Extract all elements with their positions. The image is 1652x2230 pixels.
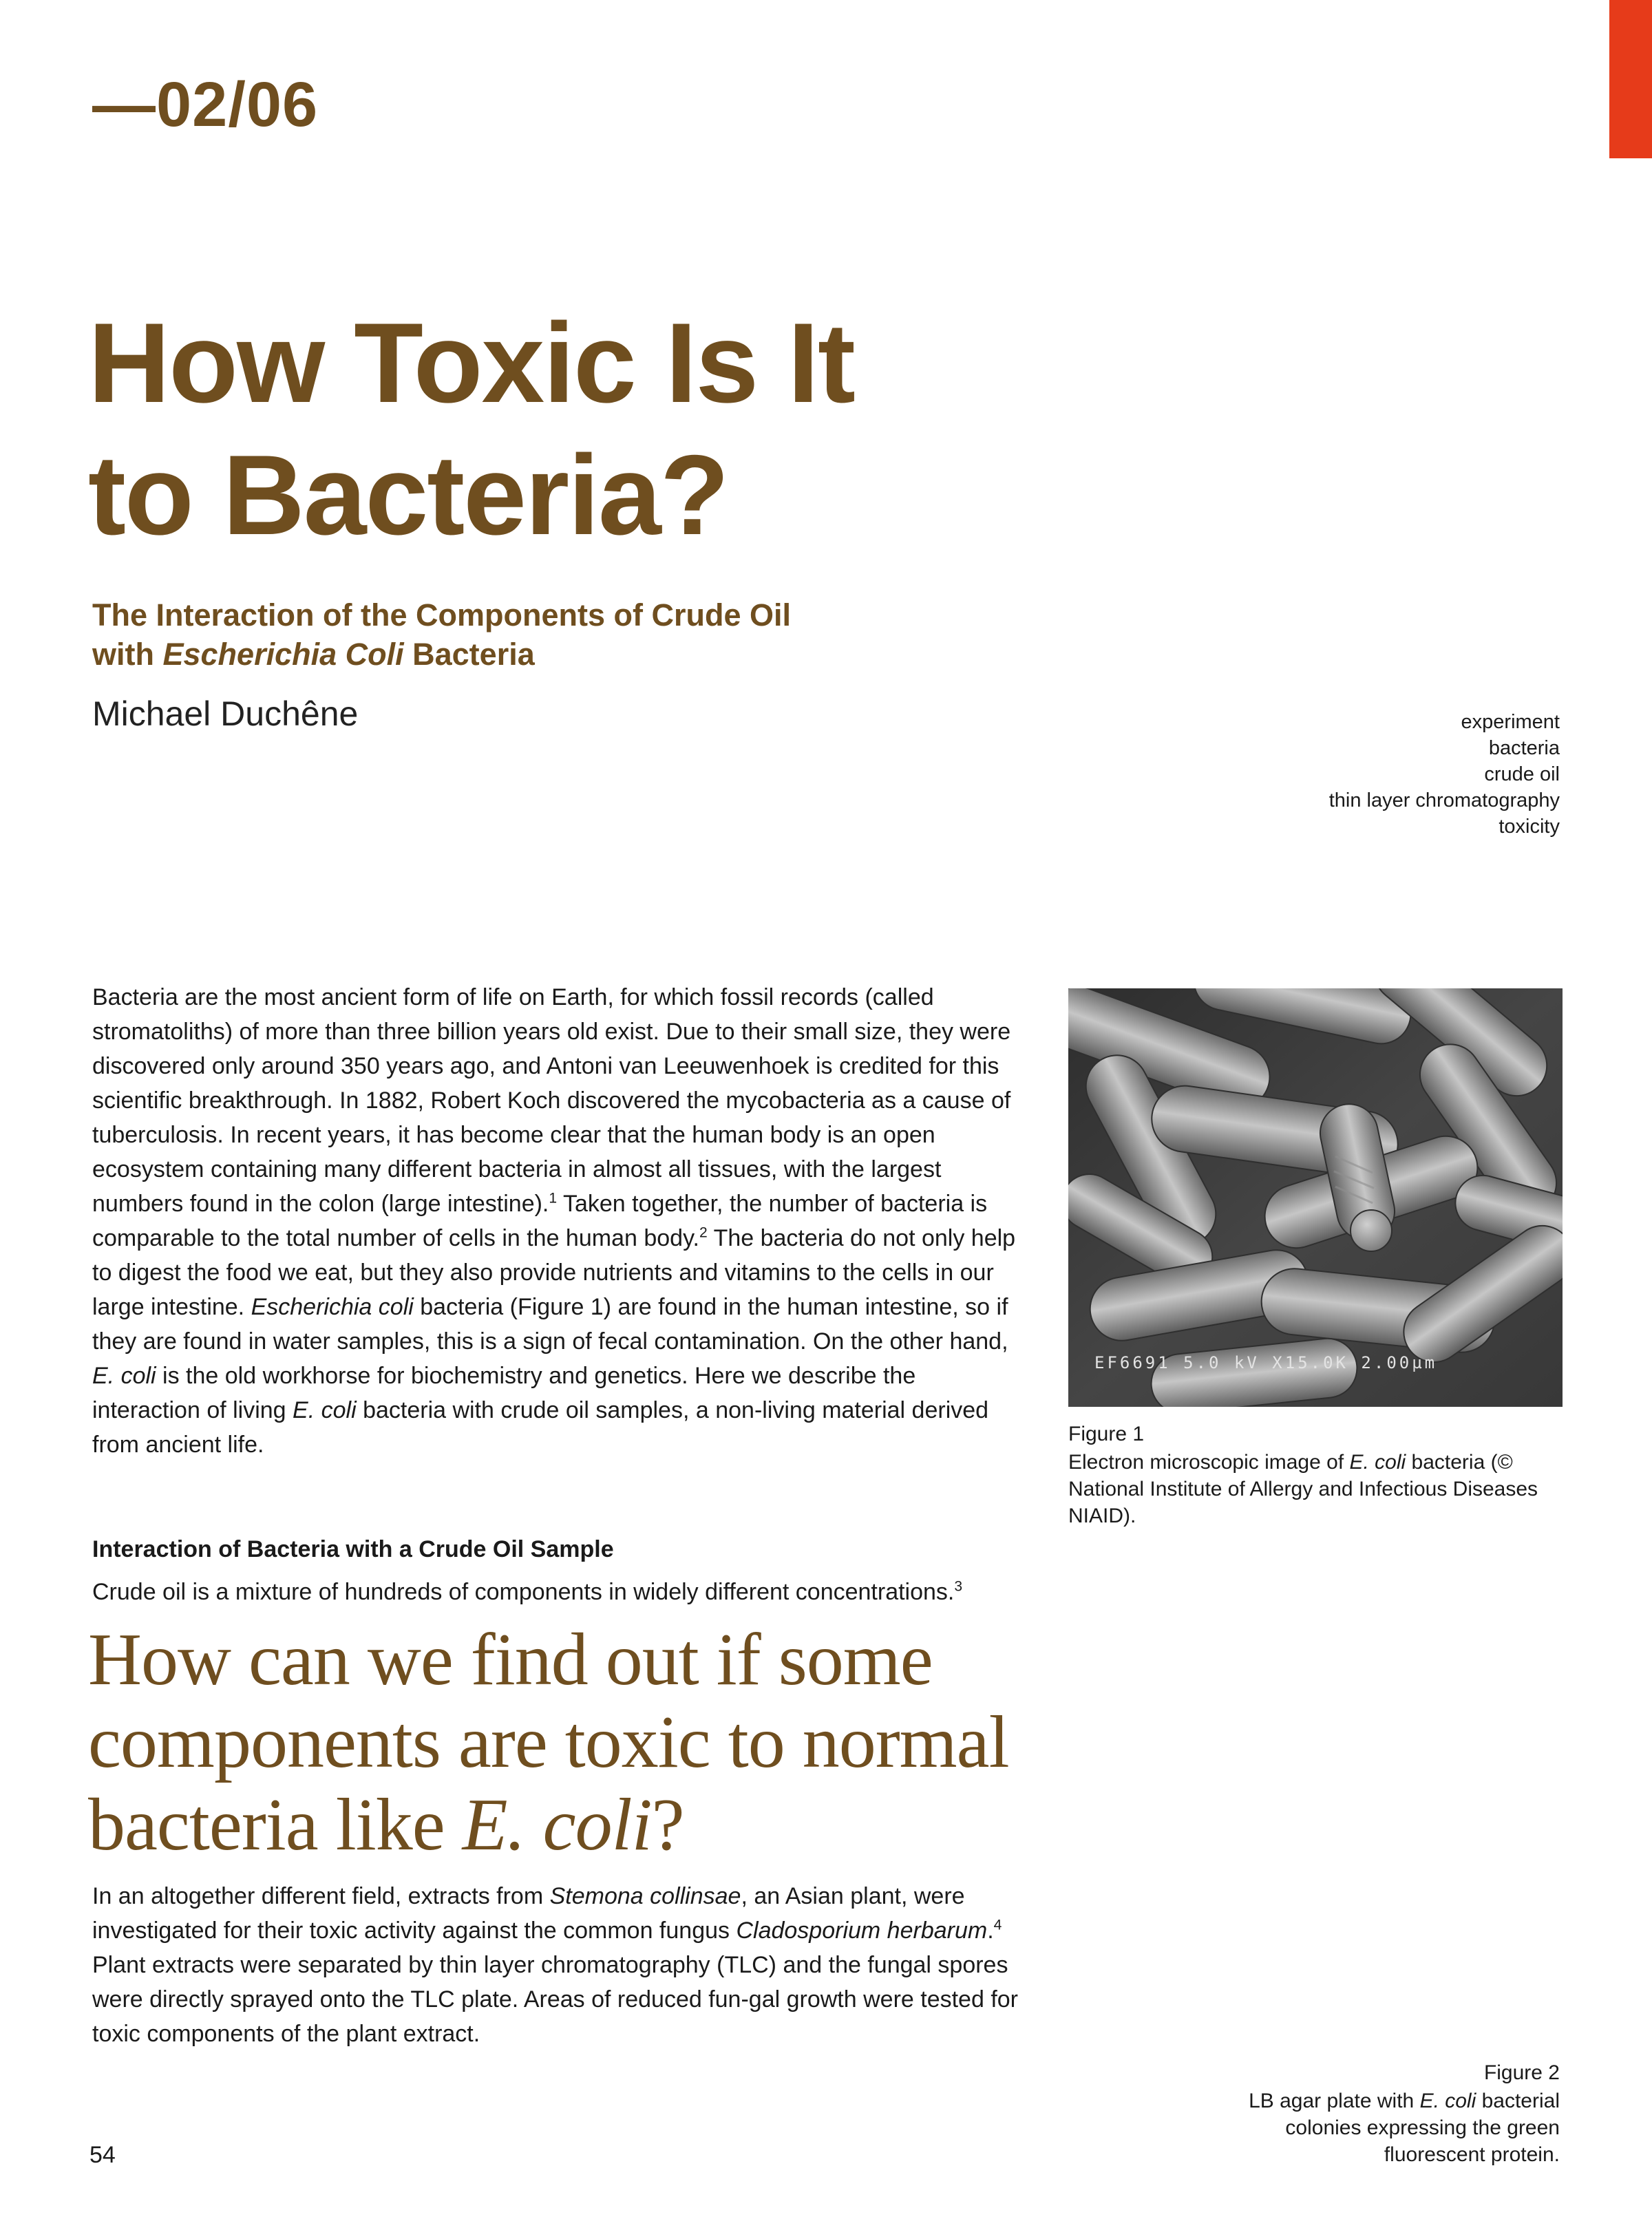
figure2-label: Figure 2	[1483, 2061, 1560, 2084]
figure1-caption	[1068, 1421, 1571, 1529]
keyword-item: experiment	[1461, 711, 1560, 733]
keyword-item: crude oil	[1484, 763, 1560, 785]
figure1-caption-text: Electron microscopic image of E. coli bacteria (© National Institute of Allergy and Infectious Diseases NIAID).	[1068, 1451, 1538, 1527]
page-title-line1: How Toxic Is It	[88, 299, 854, 426]
body-paragraph-2: In an altogether different field, extracts from Stemona collinsae, an Asian plant, were investigated for their toxic activity against the common fungus Cladosporium herbarum.$^4$ Plant extracts were separated by thin layer chromatography (TLC) and the fungal spores were directly sprayed onto the TLC plate. Areas of reduced fun-gal growth were tested for toxic components of the plant extract.	[92, 1883, 1018, 2047]
page-number: 54	[89, 2142, 116, 2168]
section-paragraph: Crude oil is a mixture of hundreds of components in widely different concentrations.$^3$	[92, 1578, 963, 1605]
pull-quote: How can we find out if some components are toxic to normal bacteria like E. coli?	[88, 1619, 1009, 1866]
body-paragraph-1: Bacteria are the most ancient form of life on Earth, for which fossil records (called stromatoliths) of more than three billion years old exist. Due to their small size, they were discovered only around 350 years ago, and Antoni van Leeuwenhoek is credited for this scientific breakthrough. In 1882, Robert Koch discovered the mycobacteria as a cause of tuberculosis. In recent years, it has become clear that the human body is an open ecosystem containing many different bacteria in almost all tissues, with the largest numbers found in the colon (large intestine).$^1$ Taken together, the number of bacteria is comparable to the total number of cells in the human body.$^2$ The bacteria do not only help to digest the food we eat, but they also provide nutrients and vitamins to the cells in our large intestine. Escherichia coli bacteria (Figure 1) are found in the human intestine, so if they are found in water samples, this is a sign of fecal contamination. On the other hand, E. coli is the old workhorse for biochemistry and genetics. Here we describe the interaction of living E. coli bacteria with crude oil samples, a non-living material derived from ancient life.	[92, 984, 1016, 1458]
red-corner-mark	[1609, 0, 1652, 158]
page-title-line2: to Bacteria?	[88, 431, 728, 558]
sem-scalebar-text: EF6691 5.0 kV X15.0K 2.00µm	[1094, 1353, 1438, 1372]
figure1	[1068, 988, 1563, 1407]
keywords-list	[1329, 709, 1560, 840]
section-heading: Interaction of Bacteria with a Crude Oil Sample	[92, 1536, 614, 1562]
keyword-item: bacteria	[1488, 737, 1560, 759]
page-title	[88, 297, 854, 561]
keyword-item: thin layer chromatography	[1328, 789, 1560, 811]
figure2-caption	[1174, 2059, 1560, 2168]
keyword-item: toxicity	[1499, 816, 1560, 838]
author-name: Michael Duchêne	[92, 694, 359, 733]
figure1-label: Figure 1	[1068, 1423, 1145, 1445]
figure1-sem-image	[1068, 988, 1563, 1407]
article-subtitle: The Interaction of the Components of Crude Oil with Escherichia Coli Bacteria	[92, 597, 792, 672]
figure2-caption-text: LB agar plate with E. coli bacterial colonies expressing the green fluorescent protein.	[1249, 2090, 1560, 2166]
issue-number: —02/06	[92, 70, 319, 140]
